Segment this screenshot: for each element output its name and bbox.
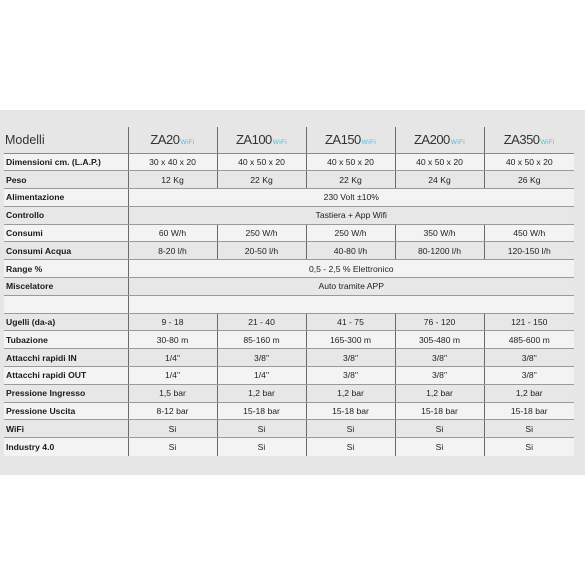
model-name: ZA20: [150, 132, 180, 148]
model-header: [128, 127, 217, 153]
row-label: [4, 295, 128, 313]
wifi-tag: WiFi: [540, 139, 555, 147]
cell-value: 40 x 50 x 20: [217, 153, 306, 171]
cell-value: 8-12 bar: [128, 402, 217, 420]
cell-value: 1/4": [128, 367, 217, 385]
cell-value: Si: [395, 420, 484, 438]
row-label: Peso: [4, 171, 128, 189]
row-label: Controllo: [4, 206, 128, 224]
table-row: [4, 438, 574, 456]
cell-span-value: 230 Volt ±10%: [128, 189, 574, 207]
cell-value: 485-600 m: [484, 331, 574, 349]
model-header: [306, 127, 395, 153]
wifi-tag: WiFi: [450, 139, 465, 147]
cell-value: 30-80 m: [128, 331, 217, 349]
row-label: Pressione Uscita: [4, 402, 128, 420]
cell-value: 3/8": [395, 349, 484, 367]
cell-value: Si: [306, 420, 395, 438]
table-row: [4, 189, 574, 207]
cell-value: 3/8": [484, 367, 574, 385]
table-row: [4, 224, 574, 242]
cell-value: Si: [217, 438, 306, 456]
cell-value: 40 x 50 x 20: [484, 153, 574, 171]
cell-value: 3/8": [217, 349, 306, 367]
model-name: ZA100: [235, 132, 272, 148]
header-label: Modelli: [4, 127, 128, 153]
table-row: [4, 171, 574, 189]
cell-value: 12 Kg: [128, 171, 217, 189]
cell-value: 9 - 18: [128, 313, 217, 331]
cell-value: 20-50 l/h: [217, 242, 306, 260]
cell-value: 350 W/h: [395, 224, 484, 242]
cell-value: 8-20 l/h: [128, 242, 217, 260]
cell-value: 40-80 l/h: [306, 242, 395, 260]
model-header: [395, 127, 484, 153]
cell-value: 165-300 m: [306, 331, 395, 349]
row-label: Dimensioni cm. (L.A.P.): [4, 153, 128, 171]
cell-value: 24 Kg: [395, 171, 484, 189]
row-label: Consumi Acqua: [4, 242, 128, 260]
cell-value: 15-18 bar: [395, 402, 484, 420]
row-label: Miscelatore: [4, 278, 128, 296]
row-label: Alimentazione: [4, 189, 128, 207]
cell-value: 3/8": [306, 349, 395, 367]
cell-value: 21 - 40: [217, 313, 306, 331]
cell-value: 3/8": [306, 367, 395, 385]
cell-span-value: 0,5 - 2,5 % Elettronico: [128, 260, 574, 278]
cell-value: Si: [306, 438, 395, 456]
cell-value: 250 W/h: [306, 224, 395, 242]
cell-value: 41 - 75: [306, 313, 395, 331]
cell-value: 3/8": [395, 367, 484, 385]
row-label: Consumi: [4, 224, 128, 242]
table-row: [4, 260, 574, 278]
row-label: Attacchi rapidi OUT: [4, 367, 128, 385]
table-row: [4, 420, 574, 438]
table-row: [4, 295, 574, 313]
cell-value: 15-18 bar: [306, 402, 395, 420]
spec-table: [4, 127, 574, 456]
cell-value: Si: [128, 438, 217, 456]
table-row: [4, 384, 574, 402]
wifi-tag: WiFi: [361, 139, 376, 147]
table-row: [4, 242, 574, 260]
cell-value: Si: [395, 438, 484, 456]
model-name: ZA350: [503, 132, 540, 148]
cell-span-value: Auto tramite APP: [128, 278, 574, 296]
cell-value: 76 - 120: [395, 313, 484, 331]
table-row: [4, 278, 574, 296]
cell-value: 1/4": [217, 367, 306, 385]
cell-value: 1/4": [128, 349, 217, 367]
table-row: [4, 313, 574, 331]
wifi-tag: WiFi: [272, 139, 287, 147]
cell-value: 22 Kg: [217, 171, 306, 189]
cell-value: Si: [484, 438, 574, 456]
model-name: ZA200: [413, 132, 450, 148]
cell-value: 250 W/h: [217, 224, 306, 242]
cell-value: 1,2 bar: [395, 384, 484, 402]
cell-value: Si: [217, 420, 306, 438]
row-label: Attacchi rapidi IN: [4, 349, 128, 367]
cell-value: 305-480 m: [395, 331, 484, 349]
cell-value: 1,2 bar: [484, 384, 574, 402]
row-label: Range %: [4, 260, 128, 278]
cell-value: 1,2 bar: [306, 384, 395, 402]
cell-span-value: [128, 295, 574, 313]
spec-body: [4, 153, 574, 456]
header-row: [4, 127, 574, 153]
cell-value: 1,5 bar: [128, 384, 217, 402]
wifi-tag: WiFi: [180, 139, 195, 147]
cell-value: 121 - 150: [484, 313, 574, 331]
table-row: [4, 206, 574, 224]
cell-value: 30 x 40 x 20: [128, 153, 217, 171]
table-row: [4, 402, 574, 420]
row-label: WiFi: [4, 420, 128, 438]
cell-value: 450 W/h: [484, 224, 574, 242]
table-row: [4, 367, 574, 385]
table-row: [4, 349, 574, 367]
cell-value: Si: [128, 420, 217, 438]
cell-span-value: Tastiera + App Wifi: [128, 206, 574, 224]
cell-value: 1,2 bar: [217, 384, 306, 402]
model-name: ZA150: [324, 132, 361, 148]
model-header: [217, 127, 306, 153]
cell-value: 120-150 l/h: [484, 242, 574, 260]
table-row: [4, 153, 574, 171]
cell-value: 60 W/h: [128, 224, 217, 242]
table-row: [4, 331, 574, 349]
row-label: Ugelli (da-a): [4, 313, 128, 331]
row-label: Industry 4.0: [4, 438, 128, 456]
cell-value: 3/8": [484, 349, 574, 367]
cell-value: 22 Kg: [306, 171, 395, 189]
cell-value: 80-1200 l/h: [395, 242, 484, 260]
cell-value: 15-18 bar: [217, 402, 306, 420]
cell-value: Si: [484, 420, 574, 438]
row-label: Tubazione: [4, 331, 128, 349]
row-label: Pressione Ingresso: [4, 384, 128, 402]
cell-value: 40 x 50 x 20: [306, 153, 395, 171]
cell-value: 15-18 bar: [484, 402, 574, 420]
cell-value: 40 x 50 x 20: [395, 153, 484, 171]
model-header: [484, 127, 574, 153]
cell-value: 26 Kg: [484, 171, 574, 189]
cell-value: 85-160 m: [217, 331, 306, 349]
